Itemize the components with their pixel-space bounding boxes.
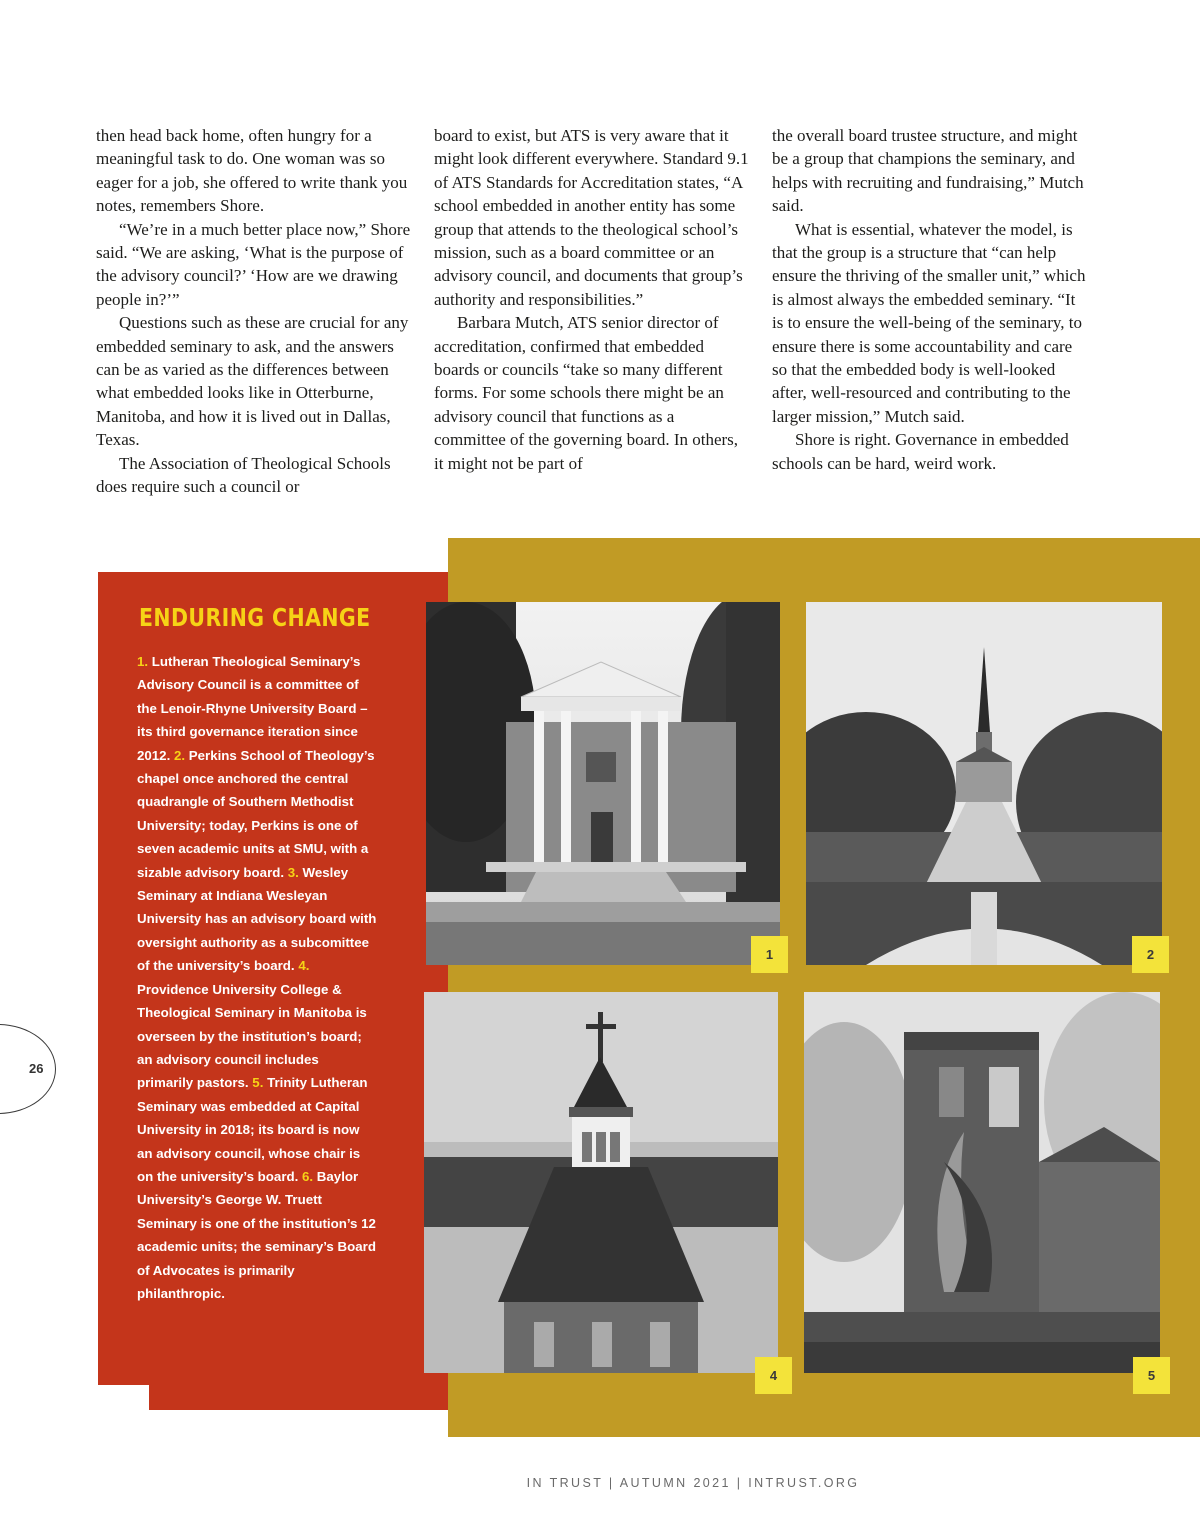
text-column-3: [772, 124, 1088, 475]
paragraph: board to exist, but ATS is very aware that it might look different everywhere. Standard 9.1 of ATS Standards for Accreditation states, “A school embedded in another entity has some group that attends to the theological school’s mission, such as a board committee or an advisory council, and documents that group’s authority and responsibilities.”: [434, 126, 749, 309]
item-text: Perkins School of Theology’s chapel once anchored the central quadrangle of Southern Methodist University; today, Perkins is one of seven academic units at SMU, with a sizable advisory board.: [137, 747, 375, 880]
paragraph: Shore is right. Governance in embedded schools can be hard, weird work.: [772, 430, 1069, 473]
photo-badge-2: 2: [1132, 936, 1169, 973]
item-text: Baylor University’s George W. Truett Seminary is one of the institution’s 12 academic units; the seminary’s Board of Advocates is primarily philanthropic.: [137, 1168, 376, 1301]
item-number: 6.: [302, 1168, 314, 1184]
sidebar-body: [137, 650, 377, 1305]
item-number: 2.: [173, 747, 186, 763]
photo-lutheran-seminary-building: [426, 602, 780, 965]
item-text: Trinity Lutheran Seminary was embedded at Capital University in 2018; its board is now an advisory council, whose chair is on the university’s board.: [137, 1075, 368, 1184]
footer: IN TRUST | AUTUMN 2021 | INTRUST.ORG: [526, 1476, 860, 1490]
page-number: 26: [29, 1061, 44, 1076]
paragraph: the overall board trustee structure, and might be a group that champions the seminary, and helps with recruiting and fundraising,” Mutch said.: [772, 126, 1084, 216]
photo-trinity-tower: [804, 992, 1160, 1373]
page-number-circle: [0, 1024, 56, 1114]
photo-badge-5: 5: [1133, 1357, 1170, 1394]
sidebar-title: ENDURING CHANGE: [139, 603, 371, 632]
item-text: Lutheran Theological Seminary’s Advisory Council is a committee of the Lenoir-Rhyne University Board – its third governance iteration since 2012.: [137, 654, 368, 763]
text-column-1: [96, 124, 412, 499]
paragraph: “We’re in a much better place now,” Shore said. “We are asking, ‘What is the purpose of the advisory council?’ ‘How are we drawing people in?’”: [96, 219, 411, 309]
item-text: Wesley Seminary at Indiana Wesleyan University has an advisory board with oversight authority as a subcomittee of the university’s board.: [137, 864, 377, 974]
photo-perkins-chapel: [806, 602, 1162, 965]
paragraph: Barbara Mutch, ATS senior director of accreditation, confirmed that embedded boards or councils “take so many different forms. For some schools there might be an advisory council that functions as a committee of the governing board. In others, it might not be part of: [434, 313, 739, 473]
text-column-2: [434, 124, 750, 475]
photo-badge-4: 4: [755, 1357, 792, 1394]
paragraph: What is essential, whatever the model, is that the group is a structure that “can help ensure the thriving of the smaller unit,” which is almost always the embedded seminary. “It is to ensure the well-being of the seminary, to ensure there is some accountability and care so that the embedded body is well-looked after, well-resourced and contributing to the larger mission,” Mutch said.: [772, 219, 1086, 426]
paragraph: The Association of Theological Schools does require such a council or: [96, 453, 391, 497]
item-text: Providence University College & Theological Seminary in Manitoba is overseen by the institution’s board; an advisory council includes primarily pastors.: [137, 981, 367, 1091]
paragraph: then head back home, often hungry for a meaningful task to do. One woman was so eager for a job, she offered to write thank you notes, remembers Shore.: [96, 126, 408, 216]
photo-providence-cupola: [424, 992, 778, 1373]
photo-badge-1: 1: [751, 936, 788, 973]
item-number: 4.: [298, 958, 310, 974]
item-number: 1.: [137, 654, 149, 669]
paragraph: Questions such as these are crucial for any embedded seminary to ask, and the answers can be as varied as the differences between what embedded looks like in Otterburne, Manitoba, and how it is lived out in Dallas, Texas.: [96, 313, 409, 450]
item-number: 3.: [287, 864, 299, 880]
item-number: 5.: [252, 1075, 264, 1091]
